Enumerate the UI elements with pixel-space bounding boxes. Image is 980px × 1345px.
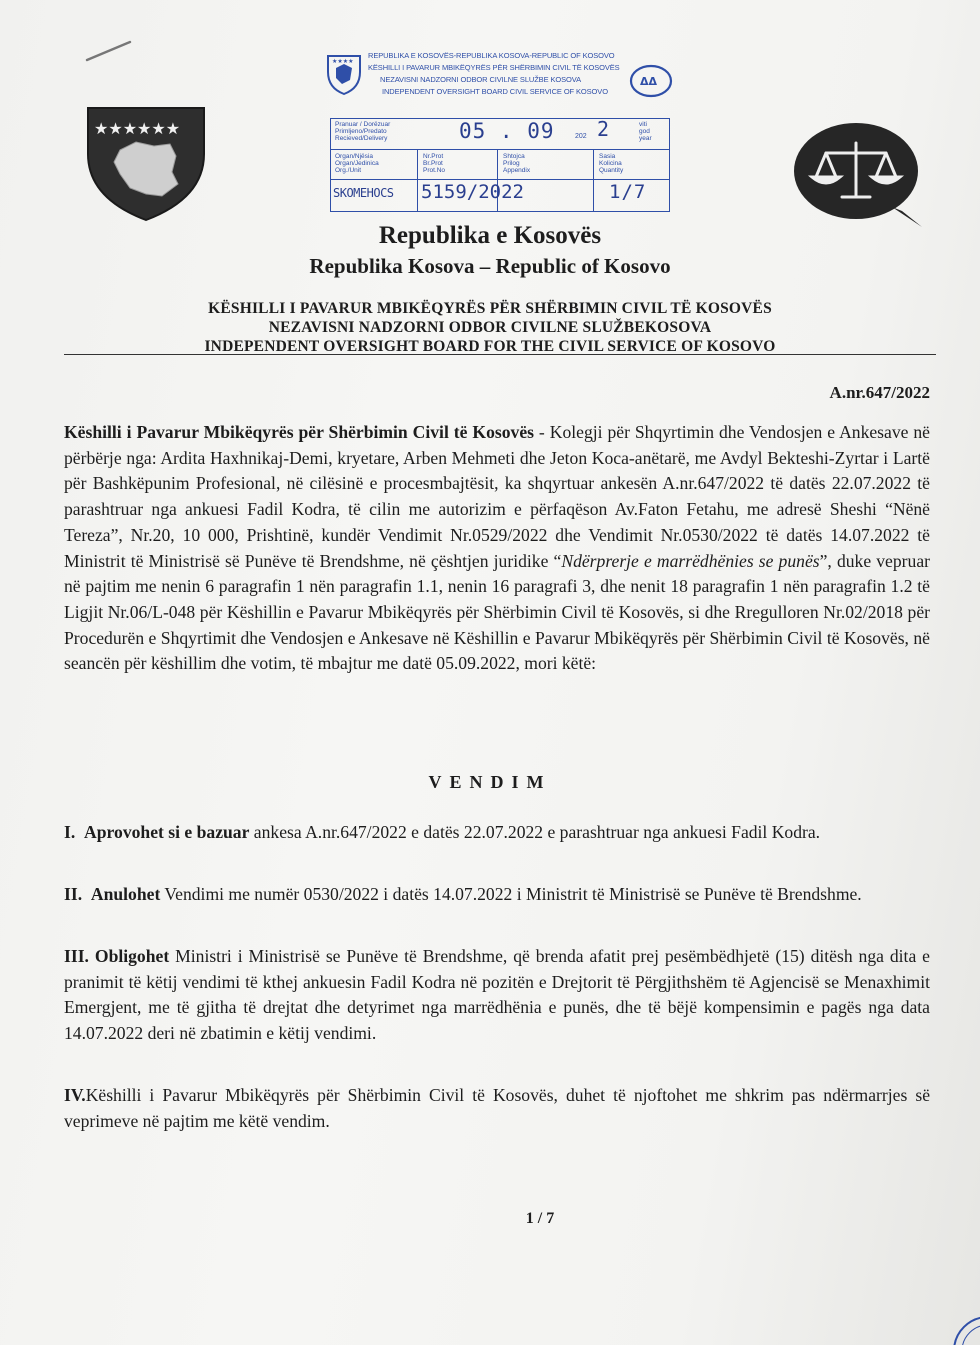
point-number: I. [64,822,76,842]
label-line: Primljeno/Predato [335,128,387,135]
board-name-serbian: NEZAVISNI NADZORNI ODBOR CIVILNE SLUŽBEKOSOVA [268,319,712,336]
label-line: Br.Prot [423,160,443,167]
received-date: 05 . 09 [459,119,555,143]
corner-stamp-fragment [948,1311,980,1345]
decision-point-2 [64,882,930,908]
label-line: Kolicina [599,160,622,167]
stamp-line: NEZAVISNI NADZORNI ODBOR CIVILNE SLUŽBE KOSOVA [380,75,581,84]
label-line: Recieved/Delivery [335,135,388,142]
label-line: Organ/Njësia [335,153,373,160]
point-number: IV. [64,1085,86,1105]
prot-label [423,153,445,174]
country-subtitle: Republika Kosova – Republic of Kosovo [309,254,671,278]
point-text: ankesa A.nr.647/2022 e datës 22.07.2022 e parashtruar nga ankuesi Fadil Kodra. [249,822,821,842]
intro-text-b: ”, duke vepruar në pajtim me nenin 6 paragrafin 1 nën paragrafin 1.1, nenin 16 paragrafi 3, dhe nenit 18 paragrafin 1 nën paragrafin 1.2 të Ligjit Nr.06/L-048 për Këshillin e Pavarur Mbikëqyrës për Shërbimin Civil të Kosovës, si dhe Rregulloren Nr.02/2018 për Procedurën e Shqyrtimit dhe Vendosjen e Ankesave në Këshillin e Pavarur Mbikëqyrës për Shërbimin Civil të Kosovës, në seancën për këshillim dhe votim, të mbajtur me datë 05.09.2022, mori këtë: [64,550,930,674]
point-text: Këshilli i Pavarur Mbikëqyrës për Shërbimin Civil të Kosovës, duhet të njoftohet me shkrim pas ndërmarrjes së veprimeve në pajtim me këtë vendim. [64,1085,930,1131]
decision-title: VENDIM [428,772,552,792]
year-labels [639,121,652,142]
registry-stamp [322,50,674,215]
point-bold: Aprovohet si e bazuar [84,822,250,842]
label-line: god [639,128,650,135]
point-number: II. [64,884,83,904]
stamp-line: REPUBLIKA E KOSOVËS-REPUBLIKA KOSOVA-REPUBLIC OF KOSOVO [368,51,615,60]
svg-text:ΔΔ: ΔΔ [640,75,658,88]
stamp-line: INDEPENDENT OVERSIGHT BOARD CIVIL SERVICE OF KOSOVO [382,87,608,96]
year-printed: 202 [575,133,587,140]
label-line: Prilog [503,160,520,167]
intro-paragraph [64,420,930,677]
label-line: Appendix [503,167,531,174]
board-name-english: INDEPENDENT OVERSIGHT BOARD FOR THE CIVIL SERVICE OF KOSOVO [204,338,776,355]
point-bold: Obligohet [94,946,170,966]
appendix-label [503,153,530,174]
quantity-value: 1/7 [609,181,647,203]
label-line: Nr.Prot [423,153,444,160]
stamp-line: KËSHILLI I PAVARUR MBIKËQYRËS PËR SHËRBIMIN CIVIL TË KOSOVËS [368,63,620,72]
scales-of-justice-icon [782,115,930,233]
decision-point-1 [64,820,930,846]
label-line: Shtojca [503,153,525,160]
label-line: Sasia [599,153,616,160]
header-divider [64,354,936,355]
board-name-albanian: KËSHILLI I PAVARUR MBIKËQYRËS PËR SHËRBIMIN CIVIL TË KOSOVËS [208,300,772,317]
point-bold: Anulohet [90,884,161,904]
svg-text:★★★★: ★★★★ [332,59,354,65]
stamp-table [330,118,670,212]
kosovo-shield-icon [324,52,364,96]
point-number: III. [64,946,89,966]
pen-mark [85,38,135,64]
label-line: Pranuar / Dorëzuar [335,121,391,128]
label-line: Quantity [599,167,624,174]
label-line: Prot.No [423,167,446,174]
page-number: 1 / 7 [525,1210,555,1227]
unit-value: SKOMEHOCS [333,186,394,200]
unit-label [335,153,379,174]
stamp-header-lines [368,50,630,98]
label-line: year [639,135,652,142]
year-suffix: 2 [597,117,611,141]
case-number: A.nr.647/2022 [829,383,930,402]
iobcs-logo-icon [628,62,674,100]
intro-text-a: - Kolegji për Shqyrtimin dhe Vendosjen e Ankesave në përbërje nga: Ardita Haxhnikaj-Demi, kryetare, Arben Mehmeti dhe Jeton Koca-anëtarë, me Avdyl Bekteshi-Zyrtar i Lartë për Bashkëpunim Profesional, në cilësinë e procesmbajtësit, ka shqyrtuar ankesën A.nr.647/2022 të datës 22.07.2022 të parashtruar nga ankuesi Fadil Kodra, të cilin me autorizim e përfaqëson Av.Faton Fetahu, me adresë Sheshi “Nënë Tereza”, Nr.20, 10 000, Prishtinë, kundër Vendimit Nr.0529/2022 dhe Vendimit Nr.0530/2022 të datës 14.07.2022 të Ministrit të Ministrisë së Punëve të Brendshme, në çështjen juridike “ [64,422,930,571]
label-line: Organ/Jedinica [335,160,379,167]
received-label [335,121,390,142]
decision-point-4 [64,1083,930,1134]
label-line: viti [639,121,647,128]
prot-value: 5159/2022 [421,181,524,203]
decision-point-3 [64,944,930,1047]
kosovo-coat-of-arms-icon [80,102,212,224]
label-line: Org./Unit [335,167,362,174]
point-text: Vendimi me numër 0530/2022 i datës 14.07.2022 i Ministrit të Ministrisë se Punëve të Brendshme. [160,884,862,904]
point-text: Ministri i Ministrisë se Punëve të Brendshme, që brenda afatit prej pesëmbëdhjetë (15) ditësh nga dita e pranimit të këtij vendimi të kthej ankuesin Fadil Kodra në pozitën e Drejtorit të Përgjithshëm të Agjencisë se Menaxhimit Emergjent, me të gjitha të drejtat dhe detyrimet nga marrëdhënia e punës, dhe të bëjë kompensimin e pagës nga data 14.07.2022 deri në zbatimin e këtij vendimi. [64,946,930,1044]
country-title: Republika e Kosovës [378,222,602,249]
quantity-label [599,153,623,174]
intro-italic: Ndërprerje e marrëdhënies se punës [561,550,820,571]
svg-text:★★★★★★: ★★★★★★ [94,119,181,138]
intro-bold: Këshilli i Pavarur Mbikëqyrës për Shërbimin Civil të Kosovës [64,422,534,442]
